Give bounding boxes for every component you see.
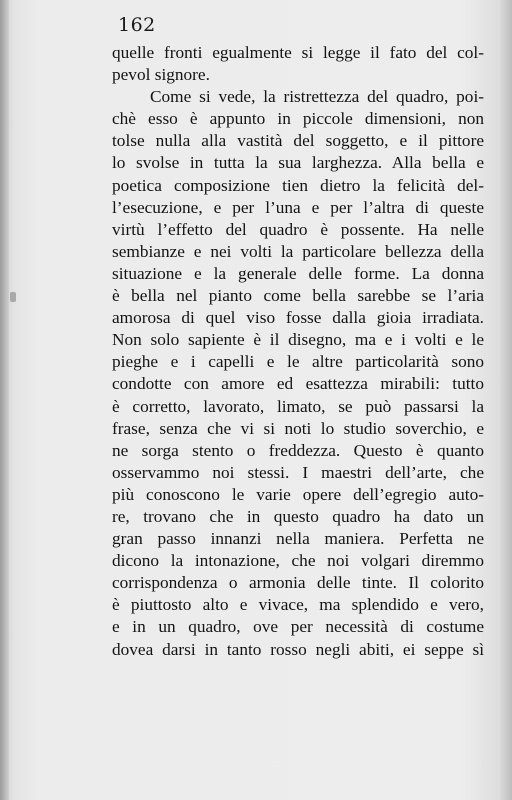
body-text [112,42,484,661]
text-line: pieghe e i capelli e le altre particolarità sono [112,352,484,372]
text-line: gran passo innanzi nella maniera. Perfetta ne [112,529,484,549]
text-line: Non solo sapiente è il disegno, ma e i volti e le [112,330,484,350]
text-line: ne sorga stento o freddezza. Questo è quanto [112,440,484,460]
text-line: poetica composizione tien dietro la felicità del- [112,175,484,195]
text-line: condotte con amore ed esattezza mirabili: tutto [112,374,484,394]
text-line: sembianze e nei volti la particolare bellezza della [112,241,484,261]
text-line: pevol signore. [112,65,210,85]
text-line: lo svolse in tutta la sua larghezza. Alla bella e [112,153,484,173]
text-line: amorosa di quel viso fosse dalla gioia irradiata. [112,308,484,328]
text-line: frase, senza che vi si noti lo studio soverchio, e [112,418,484,438]
text-line: più conoscono le varie opere dell’egregio auto- [112,484,484,504]
text-line: dicono la intonazione, che noi volgari diremmo [112,551,484,571]
text-line: quelle fronti egualmente si legge il fato del col- [112,43,484,62]
text-line: situazione e la generale delle forme. La donna [112,263,484,283]
text-line: osservammo noi stessi. I maestri dell’arte, che [112,462,484,482]
margin-mark [10,292,16,302]
text-line: virtù l’effetto del quadro è possente. Ha nelle [112,219,484,239]
text-line: e in un quadro, ove per necessità di costume [112,617,484,637]
page-right-edge [500,0,512,800]
text-line: re, trovano che in questo quadro ha dato un [112,506,484,526]
text-line: Come si vede, la ristrettezza del quadro, poi- [150,87,484,107]
text-line: chè esso è appunto in piccole dimensioni, non [112,109,484,129]
page-left-edge [0,0,9,800]
page-number: 162 [118,14,156,36]
text-line: dovea darsi in tanto rosso negli abiti, ei seppe sì [112,639,484,659]
text-line: è corretto, lavorato, limato, se può passarsi la [112,396,484,416]
text-line: è piuttosto alto e vivace, ma splendido e vero, [112,595,484,615]
text-line: tolse nulla alla vastità del soggetto, e il pittore [112,131,484,151]
text-line: è bella nel pianto come bella sarebbe se l’aria [112,286,484,306]
text-line: l’esecuzione, e per l’una e per l’altra di queste [112,197,484,217]
text-line: corrispondenza o armonia delle tinte. Il colorito [112,573,484,593]
